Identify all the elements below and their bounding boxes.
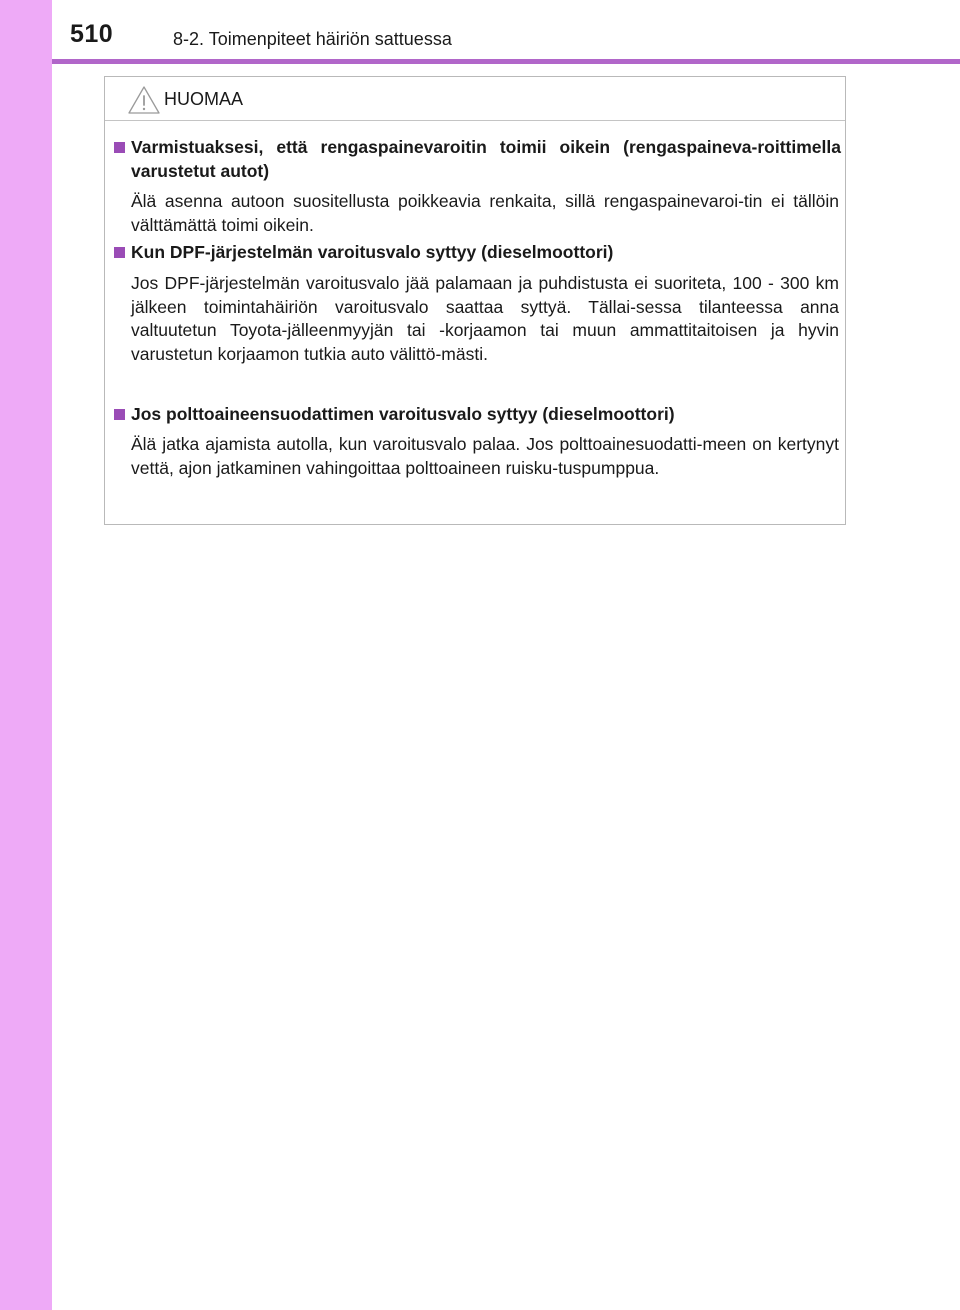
- chapter-sidebar-tab: [0, 0, 52, 1310]
- square-bullet-icon: [114, 142, 125, 153]
- section-body: Älä jatka ajamista autolla, kun varoitusvalo palaa. Jos polttoainesuodatti-meen on kertynyt vettä, ajon jatkaminen vahingoittaa polttoaineen ruisku-tuspumppua.: [131, 434, 839, 478]
- section-heading: Kun DPF-järjestelmän varoitusvalo syttyy (dieselmoottori): [131, 242, 614, 262]
- section-heading: Jos polttoaineensuodattimen varoitusvalo syttyy (dieselmoottori): [131, 404, 675, 424]
- warning-triangle-icon: [127, 85, 161, 115]
- page-number: 510: [70, 20, 114, 48]
- square-bullet-icon: [114, 247, 125, 258]
- notice-header: [105, 77, 845, 121]
- section-body: Älä asenna autoon suositellusta poikkeavia renkaita, sillä rengaspainevaroi-tin ei tällöin välttämättä toimi oikein.: [131, 191, 839, 235]
- notice-title: HUOMAA: [164, 89, 244, 109]
- section-body: Jos DPF-järjestelmän varoitusvalo jää palamaan ja puhdistusta ei suoriteta, 100 - 300 km jälkeen toimintahäiriön varoitusvalo saattaa syttyä. Tällai-sessa tilanteessa anna valtuutetun Toyota-jälleenmyyjän tai -korjaamon tai muun ammattitaitoisen ja hyvin varustetun korjaamon tutkia auto välittö-mästi.: [131, 273, 839, 365]
- section-heading: Varmistuaksesi, että rengaspainevaroitin toimii oikein (rengaspaineva-roittimella varustetut autot): [131, 137, 841, 181]
- square-bullet-icon: [114, 409, 125, 420]
- header-divider: [52, 59, 960, 64]
- notice-box: [104, 76, 846, 525]
- chapter-title: 8-2. Toimenpiteet häiriön sattuessa: [173, 29, 452, 49]
